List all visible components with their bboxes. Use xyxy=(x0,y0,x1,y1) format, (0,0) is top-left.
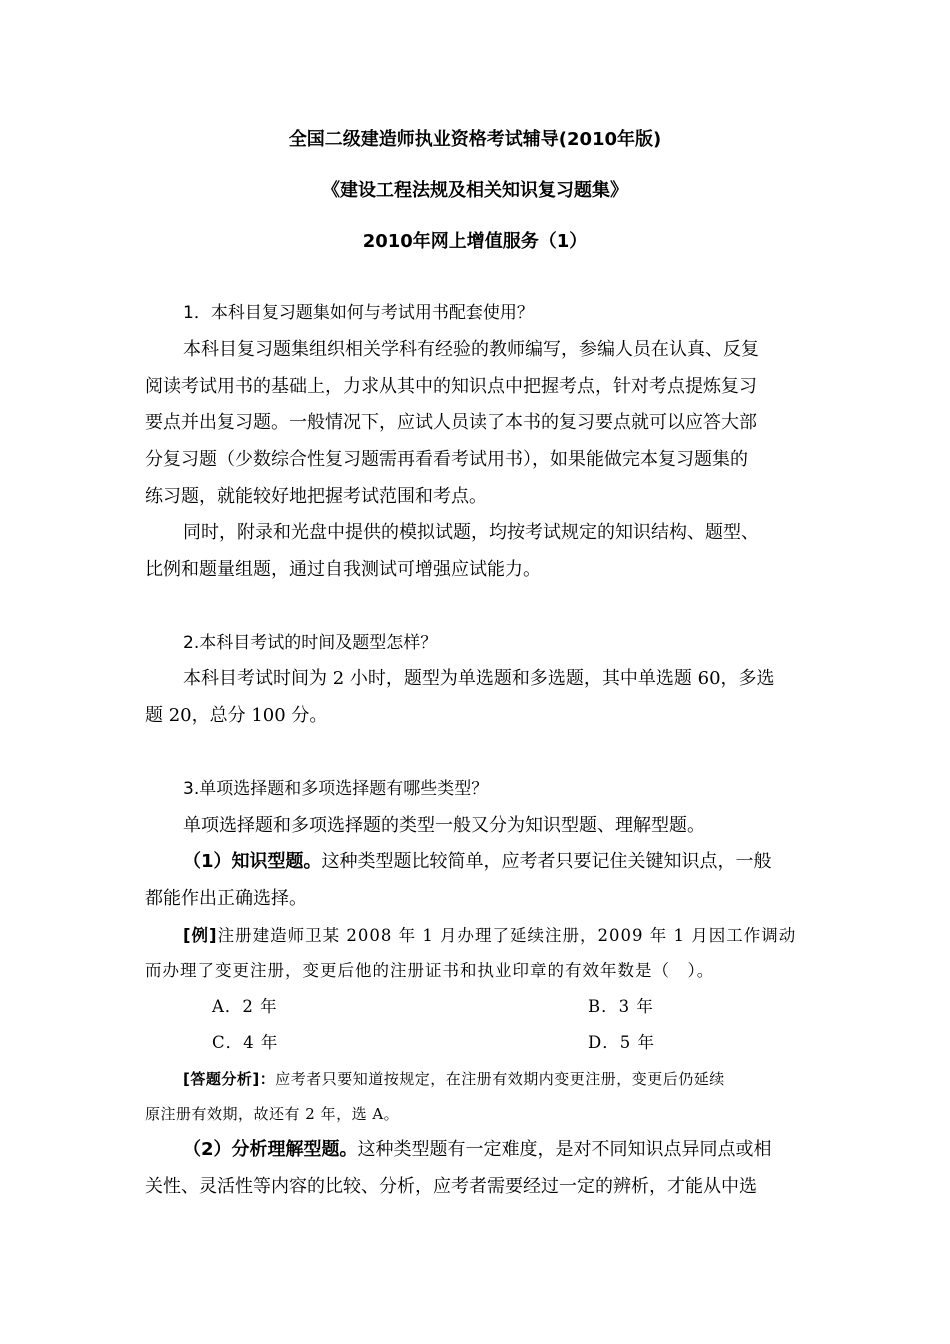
q3-type2-line xyxy=(183,1138,772,1162)
q2-title: 2.本科目考试的时间及题型怎样？ xyxy=(183,633,438,653)
analysis-text: 应考者只要知道按规定，在注册有效期内变更注册，变更后仍延续 xyxy=(275,1070,725,1088)
option-a: A．2 年 xyxy=(212,997,278,1016)
doc-header-line1: 全国二级建造师执业资格考试辅导(2010年版) xyxy=(288,129,662,150)
example-text: 注册建造师卫某 2008 年 1 月办理了延续注册，2009 年 1 月因工作调动 xyxy=(217,926,797,945)
q1-p1-line: 要点并出复习题。一般情况下，应试人员读了本书的复习要点就可以应答大部 xyxy=(145,412,757,433)
example-label: [例] xyxy=(183,926,218,945)
q1-p1-line: 练习题，就能较好地把握考试范围和考点。 xyxy=(145,486,487,507)
q3-type1-label: （1）知识型题。 xyxy=(183,851,322,872)
option-b: B．3 年 xyxy=(588,997,654,1016)
q3-title: 3.单项选择题和多项选择题有哪些类型？ xyxy=(183,779,489,799)
q1-title: 1．本科目复习题集如何与考试用书配套使用？ xyxy=(183,303,534,323)
q3-intro: 单项选择题和多项选择题的类型一般又分为知识型题、理解型题。 xyxy=(183,815,705,836)
option-c: C．4 年 xyxy=(212,1033,279,1052)
doc-header-line2: 《建设工程法规及相关知识复习题集》 xyxy=(322,180,628,201)
q2-p1-line: 题 20，总分 100 分。 xyxy=(145,705,328,726)
q1-p1-line: 分复习题（少数综合性复习题需再看看考试用书），如果能做完本复习题集的 xyxy=(145,449,748,470)
q1-p1-line: 阅读考试用书的基础上，力求从其中的知识点中把握考点，针对考点提炼复习 xyxy=(145,376,757,397)
q3-type2-text: 这种类型题有一定难度，是对不同知识点异同点或相 xyxy=(357,1139,772,1160)
q3-type1-line xyxy=(183,850,772,874)
q3-type1-text: 这种类型题比较简单，应考者只要记住关键知识点，一般 xyxy=(321,851,772,872)
analysis-label: [答题分析]： xyxy=(183,1070,276,1088)
q3-type2-label: （2）分析理解型题。 xyxy=(183,1139,358,1160)
doc-header-line3: 2010年网上增值服务（1） xyxy=(362,231,588,252)
example-text2: 而办理了变更注册，变更后他的注册证书和执业印章的有效年数是（ ）。 xyxy=(145,961,715,980)
option-d: D．5 年 xyxy=(588,1033,655,1052)
q1-p2-line: 比例和题量组题，通过自我测试可增强应试能力。 xyxy=(145,559,541,580)
q1-p2-line: 同时，附录和光盘中提供的模拟试题，均按考试规定的知识结构、题型、 xyxy=(183,522,759,543)
q3-type1-text2: 都能作出正确选择。 xyxy=(145,888,307,909)
example-line xyxy=(183,924,796,948)
analysis-line xyxy=(183,1067,725,1091)
analysis-text2: 原注册有效期，故还有 2 年，选 A。 xyxy=(145,1105,400,1123)
q2-p1-line: 本科目考试时间为 2 小时，题型为单选题和多选题，其中单选题 60，多选 xyxy=(183,668,775,689)
q3-type2-text2: 关性、灵活性等内容的比较、分析，应考者需要经过一定的辨析，才能从中选 xyxy=(145,1176,757,1197)
q1-p1-line: 本科目复习题集组织相关学科有经验的教师编写，参编人员在认真、反复 xyxy=(183,339,759,360)
